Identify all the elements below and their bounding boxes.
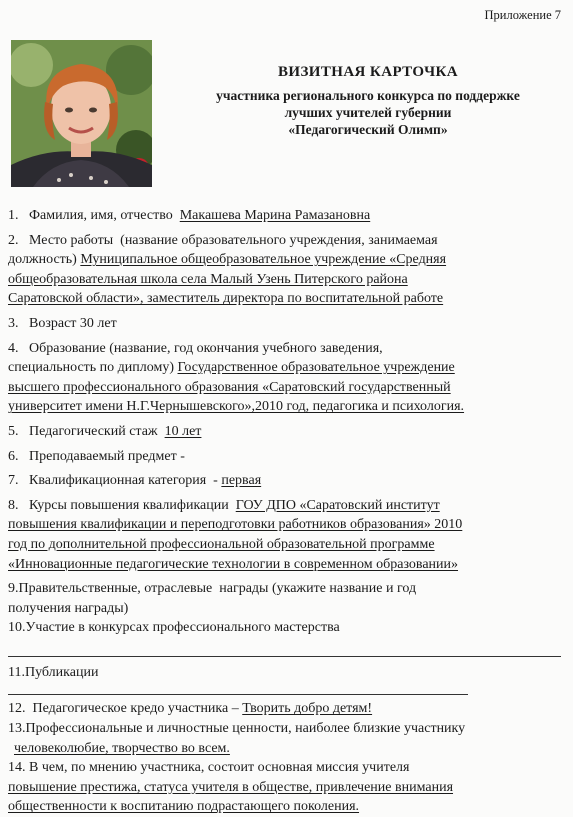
card-subtitle-line-1: участника регионального конкурса по поддержке — [216, 88, 520, 103]
item-7-label: 7. Квалификационная категория - — [8, 473, 218, 489]
item-5-label: 5. Педагогический стаж — [8, 423, 158, 439]
item-1-value: Макашева Марина Рамазановна — [179, 208, 371, 223]
item-8-value-d: «Инновационные педагогические технологии в современном образовании» — [8, 556, 459, 572]
item-10: 10.Участие в конкурсах профессионального мастерства — [8, 620, 340, 636]
answer-line-10 — [8, 656, 561, 657]
participant-photo — [11, 40, 152, 187]
item-14-label: 14. В чем, по мнению участника, состоит основная миссия учителя — [8, 760, 410, 776]
title-block — [168, 64, 568, 138]
item-4-label-b: специальность по диплому) — [8, 360, 175, 376]
item-14-value-a: повышение престижа, статуса учителя в обществе, привлечение внимания — [8, 779, 454, 795]
item-14 — [8, 758, 560, 817]
item-2-label-b: должность) — [8, 252, 77, 268]
item-9 — [8, 579, 560, 618]
item-4-value-b: высшего профессионального образования «Саратовский государственный — [8, 379, 451, 395]
item-8-value-c: год по дополнительной профессиональной образовательной программе — [8, 536, 435, 552]
item-12 — [8, 699, 560, 719]
item-9-line-a: 9.Правительственные, отраслевые награды (укажите название и год — [8, 581, 417, 597]
item-7-value: первая — [221, 473, 262, 489]
item-4 — [8, 339, 560, 417]
item-2-value-c: Саратовской области», заместитель директора по воспитательной работе — [8, 291, 444, 307]
item-6: 6. Преподаваемый предмет - — [8, 448, 185, 464]
item-5 — [8, 422, 560, 442]
item-4-value-c: университет имени Н.Г.Чернышевского» — [8, 399, 252, 415]
item-13-label: 13.Профессиональные и личностные ценности, наиболее близкие участнику — [8, 721, 466, 737]
item-2-label-a: 2. Место работы (название образовательного учреждения, занимаемая — [8, 232, 438, 248]
item-1-label: 1. Фамилия, имя, отчество — [8, 208, 173, 223]
item-11: 11.Публикации — [8, 664, 99, 680]
item-13-value: человеколюбие, творчество во всем. — [14, 740, 230, 756]
card-subtitle-line-3: «Педагогический Олимп» — [288, 122, 448, 137]
item-8-label: 8. Курсы повышения квалификации — [8, 497, 229, 513]
questionnaire — [8, 206, 560, 817]
portrait-image — [11, 40, 152, 187]
item-4-value-a: Государственное образовательное учреждение — [177, 360, 455, 376]
item-2 — [8, 231, 560, 309]
item-8-value-a: ГОУ ДПО «Саратовский институт — [235, 497, 440, 513]
item-7 — [8, 471, 560, 491]
item-9-line-b: получения награды) — [8, 600, 129, 616]
item-4-value-d: ,2010 год, педагогика и психология. — [251, 399, 465, 415]
item-4-label-a: 4. Образование (название, год окончания учебного заведения, — [8, 340, 383, 356]
item-2-value-a: Муниципальное общеобразовательное учреждение «Средняя — [80, 252, 447, 268]
item-3: 3. Возраст 30 лет — [8, 315, 117, 331]
card-title: ВИЗИТНАЯ КАРТОЧКА — [277, 64, 459, 80]
card-subtitle-line-2: лучших учителей губернии — [284, 105, 452, 120]
item-13 — [8, 719, 560, 758]
item-8-value-b: повышения квалификации и переподготовки работников образования» 2010 — [8, 517, 463, 533]
item-2-value-b: общеобразовательная школа села Малый Узень Питерского района — [8, 271, 408, 287]
answer-line-11 — [8, 694, 468, 695]
item-1 — [8, 206, 560, 226]
item-12-label: 12. Педагогическое кредо участника – — [8, 701, 239, 717]
item-12-value: Творить добро детям! — [242, 701, 373, 717]
item-14-value-b: общественности к воспитанию подрастающего поколения. — [8, 799, 360, 815]
item-5-value: 10 лет — [164, 423, 202, 439]
appendix-label: Приложение 7 — [484, 8, 561, 22]
item-8 — [8, 496, 560, 574]
